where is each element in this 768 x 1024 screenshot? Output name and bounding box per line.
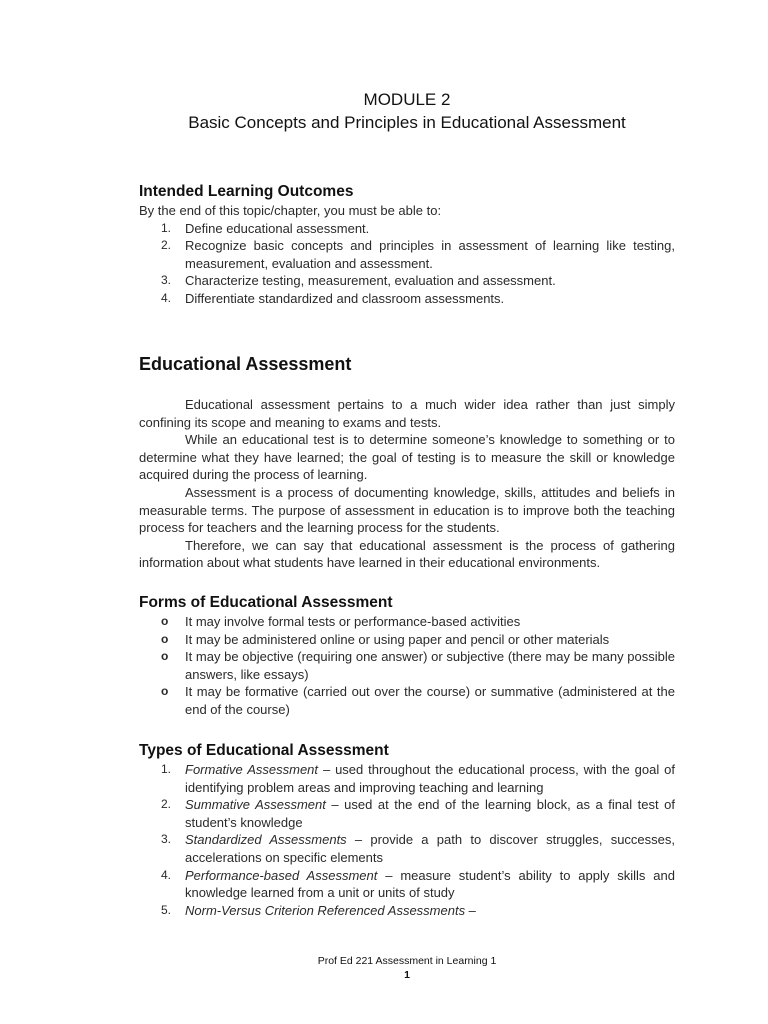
paragraph: Assessment is a process of documenting knowledge, skills, attitudes and beliefs in measurable terms. The purpose of assessment in education is to improve both the teaching process for teachers and the learning process for the students.	[139, 484, 675, 536]
module-label: MODULE 2	[363, 90, 451, 109]
list-item: 3. Characterize testing, measurement, evaluation and assessment.	[161, 273, 556, 289]
term: Summative Assessment	[185, 797, 326, 813]
term: Standardized Assessments	[185, 832, 347, 848]
term: Norm-Versus Criterion Referenced Assessments –	[185, 902, 476, 918]
document-title-block	[0, 89, 768, 134]
educational-assessment-section	[139, 353, 675, 572]
list-item: 1. Formative Assessment – used throughout the educational process, with the goal of identifying problem areas and improving teaching and learning	[161, 762, 675, 795]
paragraph: While an educational test is to determine someone’s knowledge to something or to determine what they have learned; the goal of testing is to measure the skill or knowledge acquired during the process of learning.	[139, 432, 675, 483]
outcomes-intro: By the end of this topic/chapter, you must be able to:	[139, 203, 442, 218]
list-item: 2. Recognize basic concepts and principles in assessment of learning like testing, measurement, evaluation and assessment.	[161, 238, 675, 271]
list-item: 5. Norm-Versus Criterion Referenced Assessments –	[161, 902, 476, 918]
list-item: o It may be objective (requiring one answer) or subjective (there may be many possible answers, like essays)	[161, 649, 675, 682]
outcomes-list	[139, 220, 675, 308]
outcomes-heading: Intended Learning Outcomes	[139, 183, 354, 200]
forms-section	[139, 593, 675, 719]
page-number: 1	[404, 969, 410, 981]
list-item: 3. Standardized Assessments – provide a path to discover struggles, successes, accelerations on specific elements	[161, 832, 675, 865]
list-item: o It may involve formal tests or performance-based activities	[161, 614, 521, 629]
section-heading: Educational Assessment	[139, 354, 352, 374]
types-list	[139, 761, 675, 919]
paragraph: Therefore, we can say that educational assessment is the process of gathering information about what students have learned in their educational environments.	[139, 537, 675, 571]
list-item: o It may be administered online or using paper and pencil or other materials	[161, 631, 610, 647]
page-footer	[0, 954, 768, 982]
types-heading: Types of Educational Assessment	[139, 742, 389, 759]
page-title: Basic Concepts and Principles in Educational Assessment	[188, 113, 626, 132]
list-item: 4. Differentiate standardized and classroom assessments.	[161, 290, 505, 306]
paragraph: Educational assessment pertains to a much wider idea rather than just simply confining its scope and meaning to exams and tests.	[139, 397, 675, 430]
forms-heading: Forms of Educational Assessment	[139, 594, 393, 611]
list-item: 4. Performance-based Assessment – measure student’s ability to apply skills and knowledge learned from a unit or units of study	[161, 867, 675, 901]
list-item: 2. Summative Assessment – used at the end of the learning block, as a final test of student’s knowledge	[161, 797, 676, 830]
types-section	[139, 741, 675, 919]
outcomes-section	[139, 182, 675, 308]
list-item: 1. Define educational assessment.	[161, 220, 370, 236]
term: Formative Assessment	[185, 762, 319, 777]
forms-list	[139, 613, 675, 719]
term: Performance-based Assessment	[185, 867, 378, 883]
list-item: o It may be formative (carried out over the course) or summative (administered at the end of the course)	[161, 684, 675, 717]
footer-course: Prof Ed 221 Assessment in Learning 1	[317, 955, 497, 967]
